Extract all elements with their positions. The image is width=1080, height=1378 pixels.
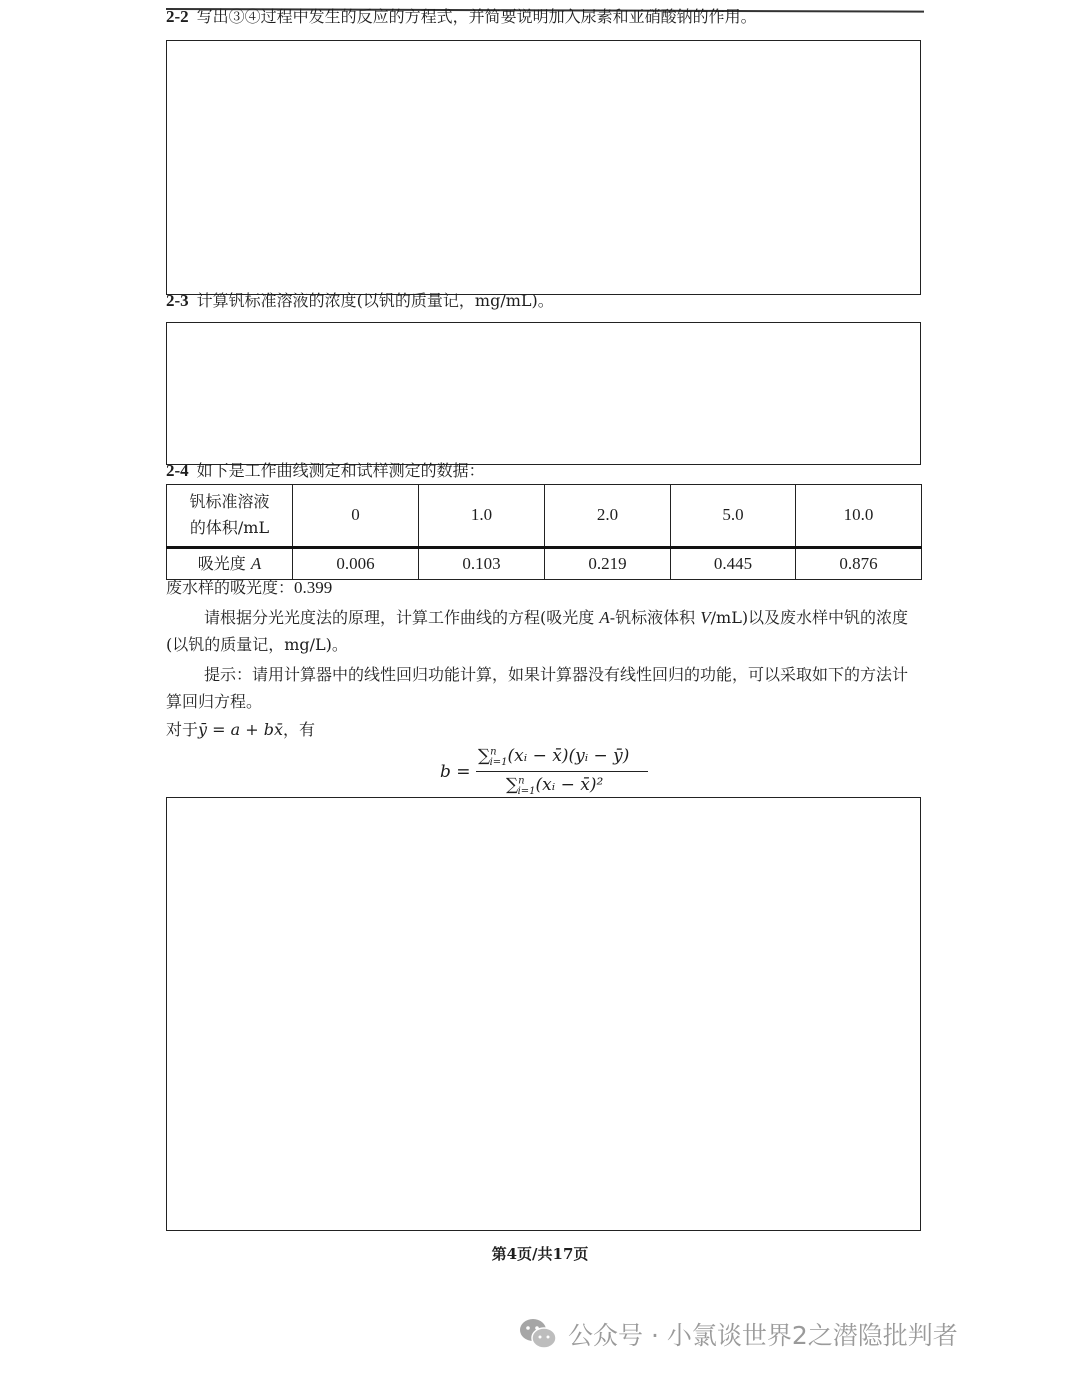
- question-text: 如下是工作曲线测定和试样测定的数据：: [196, 461, 485, 480]
- question-number: 2-4: [166, 461, 189, 480]
- table-cell: 1.0: [419, 485, 545, 548]
- table-cell: 5.0: [671, 485, 796, 548]
- table-cell: 0.219: [545, 547, 671, 579]
- instruction-paragraph: 请根据分光光度法的原理，计算工作曲线的方程(吸光度 A-钒标液体积 V/mL)以及废水样中钒的浓度(以钒的质量记，mg/L)。: [166, 608, 909, 654]
- fraction-bar: [476, 771, 648, 772]
- table-cell: 0.876: [796, 547, 922, 579]
- table-cell: 0.445: [671, 547, 796, 579]
- answer-box-2-3[interactable]: [166, 322, 921, 465]
- question-number: 2-3: [166, 291, 189, 310]
- table-cell: 2.0: [545, 485, 671, 548]
- waste-sample-line: 废水样的吸光度：0.399: [166, 578, 333, 597]
- question-text: 写出③④过程中发生的反应的方程式，并简要说明加入尿素和亚硝酸钠的作用。: [196, 7, 757, 26]
- question-2-4: [166, 460, 485, 482]
- table-cell: 0.006: [293, 547, 419, 579]
- wechat-icon: [518, 1317, 558, 1351]
- formula-numerator: ∑$^n_{i=1}$(xᵢ − x̄)(yᵢ − ȳ): [478, 746, 630, 769]
- question-text: 计算钒标准溶液的浓度(以钒的质量记，mg/mL)。: [196, 291, 554, 310]
- page-number: 第4页/共17页: [491, 1245, 589, 1263]
- answer-box-2-2[interactable]: [166, 40, 921, 295]
- table-header-absorbance: 吸光度 A: [167, 547, 293, 579]
- watermark: [518, 1314, 958, 1354]
- slope-formula: [440, 744, 670, 800]
- question-2-2: [166, 6, 757, 28]
- calibration-table: [166, 484, 922, 580]
- watermark-text: 公众号 · 小氯谈世界2之潜隐批判者: [568, 1321, 958, 1350]
- formula-denominator: ∑$^n_{i=1}$(xᵢ − x̄)²: [506, 775, 604, 798]
- question-number: 2-2: [166, 7, 189, 26]
- answer-box-2-4[interactable]: [166, 797, 921, 1231]
- question-2-3: [166, 290, 554, 312]
- regression-line: 对于ȳ = a + bx̄，有: [166, 720, 316, 739]
- table-row-volume: [167, 485, 922, 548]
- table-cell: 0: [293, 485, 419, 548]
- table-cell: 10.0: [796, 485, 922, 548]
- table-header-volume: 钒标准溶液 的体积/mL: [167, 485, 293, 548]
- formula-lhs: b =: [440, 762, 471, 782]
- table-cell: 0.103: [419, 547, 545, 579]
- hint-paragraph: 提示：请用计算器中的线性回归功能计算，如果计算器没有线性回归的功能，可以采取如下的方法计算回归方程。: [166, 665, 909, 711]
